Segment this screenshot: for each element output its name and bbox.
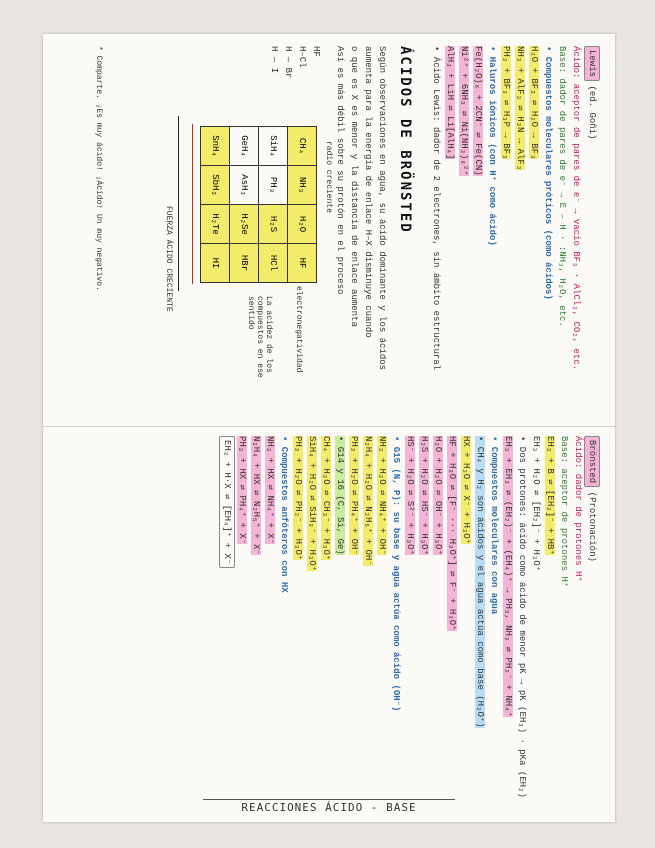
page-fold [43,426,615,427]
note-line: EH₃ + H₂O ⇌ [EH₂]⁻ + H₃O⁺ [531,436,541,572]
note-line: SiH₄ + H₂O ⇌ SiH₃⁻ + H₃O⁺ [307,436,317,572]
note-line: HF + H₂O ⇌ [F⁻ ··· H₃O⁺] ⇌ F⁻ + H₃O⁺ [447,436,457,631]
note-line: EH₃ + H·X ⇌ [EH₄]⁺ + X⁻ [219,436,235,568]
lewis-line: H₂O + BF₃ ⇌ H₂O → BF₃ [529,46,539,160]
lewis-line: • Ácido Lewis: dador de 2 electrones, sin ámbito estructural [431,46,441,371]
lewis-line: Ácido: aceptor de pares de e⁻ → vacío BF₃ · AlCl₃, CO₂, etc. [571,46,581,371]
note-line: H₂O + H₂O ⇌ OH⁻ + H₃O⁺ [433,436,443,555]
grid-cell: GeH₄ [230,127,259,166]
note-line: NH₃ + H₂O ⇌ NH₄⁺ + OH⁻ [377,436,387,555]
note-line: PH₃ + HX ⇌ PH₄⁺ + X⁻ [237,436,247,545]
note-line: • CH₄ y H₂ son ácidos y el agua actúa como base (H₃O⁺) [475,436,485,728]
hydride-label: H — Br [283,46,293,79]
grid-cell: HI [201,244,230,283]
lewis-line: NH₃ + AlF₃ ⇌ H₃N → AlF₃ [515,46,525,171]
grid-cell: H₂Se [230,205,259,244]
top-half [83,46,603,416]
grid-cell: NH₃ [288,166,317,205]
lewis-line: Base: dador de pares de e⁻ → E – H · :NH₃, H₂O, etc. [557,46,567,327]
lewis-subtitle: (ed. Goñi) [587,85,597,140]
bronsted-acids-heading: ÁCIDOS DE BRÖNSTED [397,46,413,234]
grid-cell: SbH₃ [201,166,230,205]
lewis-line: Fe(H₂O)₆ + 2CN⁻ ⇌ Fe(CN) [473,46,483,176]
bronsted-subtitle: (Protonación) [587,491,597,562]
grid-arrow-label: FUERZA ÁCIDO CRECIENTE [164,206,173,312]
note-line: N₂H₄ + HX ⇌ N₂H₅⁺ + X⁻ [251,436,261,555]
bronsted-notes [219,436,585,798]
lewis-title: Lewis [584,46,600,81]
grid-cell: HCl [259,244,288,283]
note-line: NH₃ + HX ⇌ NH₄⁺ + X⁻ [265,436,275,545]
note-line: Ácido: dador de protones H⁺ [573,436,583,582]
grid-cell: HF [288,244,317,283]
bottom-note: * Comparte. ¡Es muy ácido! ¡Ácido! Un muy negativo. [94,46,103,291]
lewis-lines [429,46,583,370]
grid-side-label: electronegatividad [294,286,303,373]
lewis-line: PH₃ + BF₃ ⇌ H₃P → BF₃ [501,46,511,160]
grid-note: La acidez de los compuestos en ese sentido [246,296,273,378]
red-arrow [192,124,193,284]
bronsted-line: aumenta para la energía de enlace H–X disminuye cuando [363,46,373,338]
hydride-grid [200,126,317,283]
footer-rule [203,799,455,800]
hydride-label: H–Cl [297,46,307,68]
note-line: EH₃ + B ⇌ [EH₂]⁻ + HB⁺ [545,436,555,555]
bronsted-line: Así es más débil sobre su protón en el proceso [335,46,345,295]
grid-cell: PH₃ [259,166,288,205]
note-line: PH₃ + H₂O ⇌ PH₄⁺ + OH⁻ [349,436,359,555]
lewis-line: • Haluros iónicos (con H⁺ como ácido) [487,46,497,246]
bronsted-title: Brönsted [584,436,600,487]
note-line: PH₃ + H₂O ⇌ PH₂⁻ + H₃O⁺ [293,436,303,561]
grid-cell: CH₄ [288,127,317,166]
grid-cell: HBr [230,244,259,283]
note-line: • Compuestos moleculares con agua [489,436,499,615]
bronsted-lines [333,46,389,370]
notes-sheet [43,34,615,822]
note-line: HX + H₂O ⇌ X⁻ + H₃O⁺ [461,436,471,545]
note-line: Base: aceptor de protones H⁺ [559,436,569,588]
note-line: HS⁻ + H₂O ⇌ S²⁻ + H₃O⁺ [405,436,415,555]
note-line: N₂H₄ + H₂O ⇌ N₂H₅⁺ + OH⁻ [363,436,373,566]
black-arrow [178,116,179,291]
bronsted-line: Según observaciones en agua, su ácido dominante y los ácidos [377,46,387,371]
note-line: • Dos protones: ácido como ácido de menor pK → pK (EH₃) · pKa (EH₂) [517,436,527,798]
grid-cell: SnH₄ [201,127,230,166]
bronsted-line: o que es X es menor y la distancia de enlace aumenta [349,46,359,327]
note-line: EH₃ + EH₃ ⇌ (EH₂)⁻ + (EH₄)⁺ → PH₃, NH₃ ⇌ PH₂⁻ + NH₄⁺ [503,436,513,717]
lewis-line: • Compuestos moleculares próticos (como ácidos) [543,46,553,300]
note-line: CH₄ + H₂O ⇌ CH₃⁻ + H₃O⁺ [321,436,331,561]
note-line: H₂S + H₂O ⇌ HS⁻ + H₃O⁺ [419,436,429,555]
note-line: • Compuestos anfóteros con HX [279,436,289,593]
note-line: • G15 (N, P): su base y agua actúa como ácido (OH⁻) [391,436,401,712]
lewis-line: AlH₃ + LiH ⇌ Li[AlH₄] [445,46,455,160]
note-line: • G14 y 16 (C, Si, Ge) [335,436,345,555]
bottom-half [83,436,603,806]
hydride-labels [267,46,323,78]
grid-cell: H₂O [288,205,317,244]
lewis-line: Ni²⁺ + 6NH₃ ⇌ Ni(NH₃)₆²⁺ [459,46,469,176]
hydride-label: HF [311,46,321,57]
grid-title: radio creciente [324,141,333,214]
grid-cell: H₂Te [201,205,230,244]
hydride-label: H — I [269,46,279,74]
grid-cell: AsH₃ [230,166,259,205]
grid-cell: SiH₄ [259,127,288,166]
grid-cell: H₂S [259,205,288,244]
page-footer: REACCIONES ÁCIDO - BASE [241,801,417,814]
